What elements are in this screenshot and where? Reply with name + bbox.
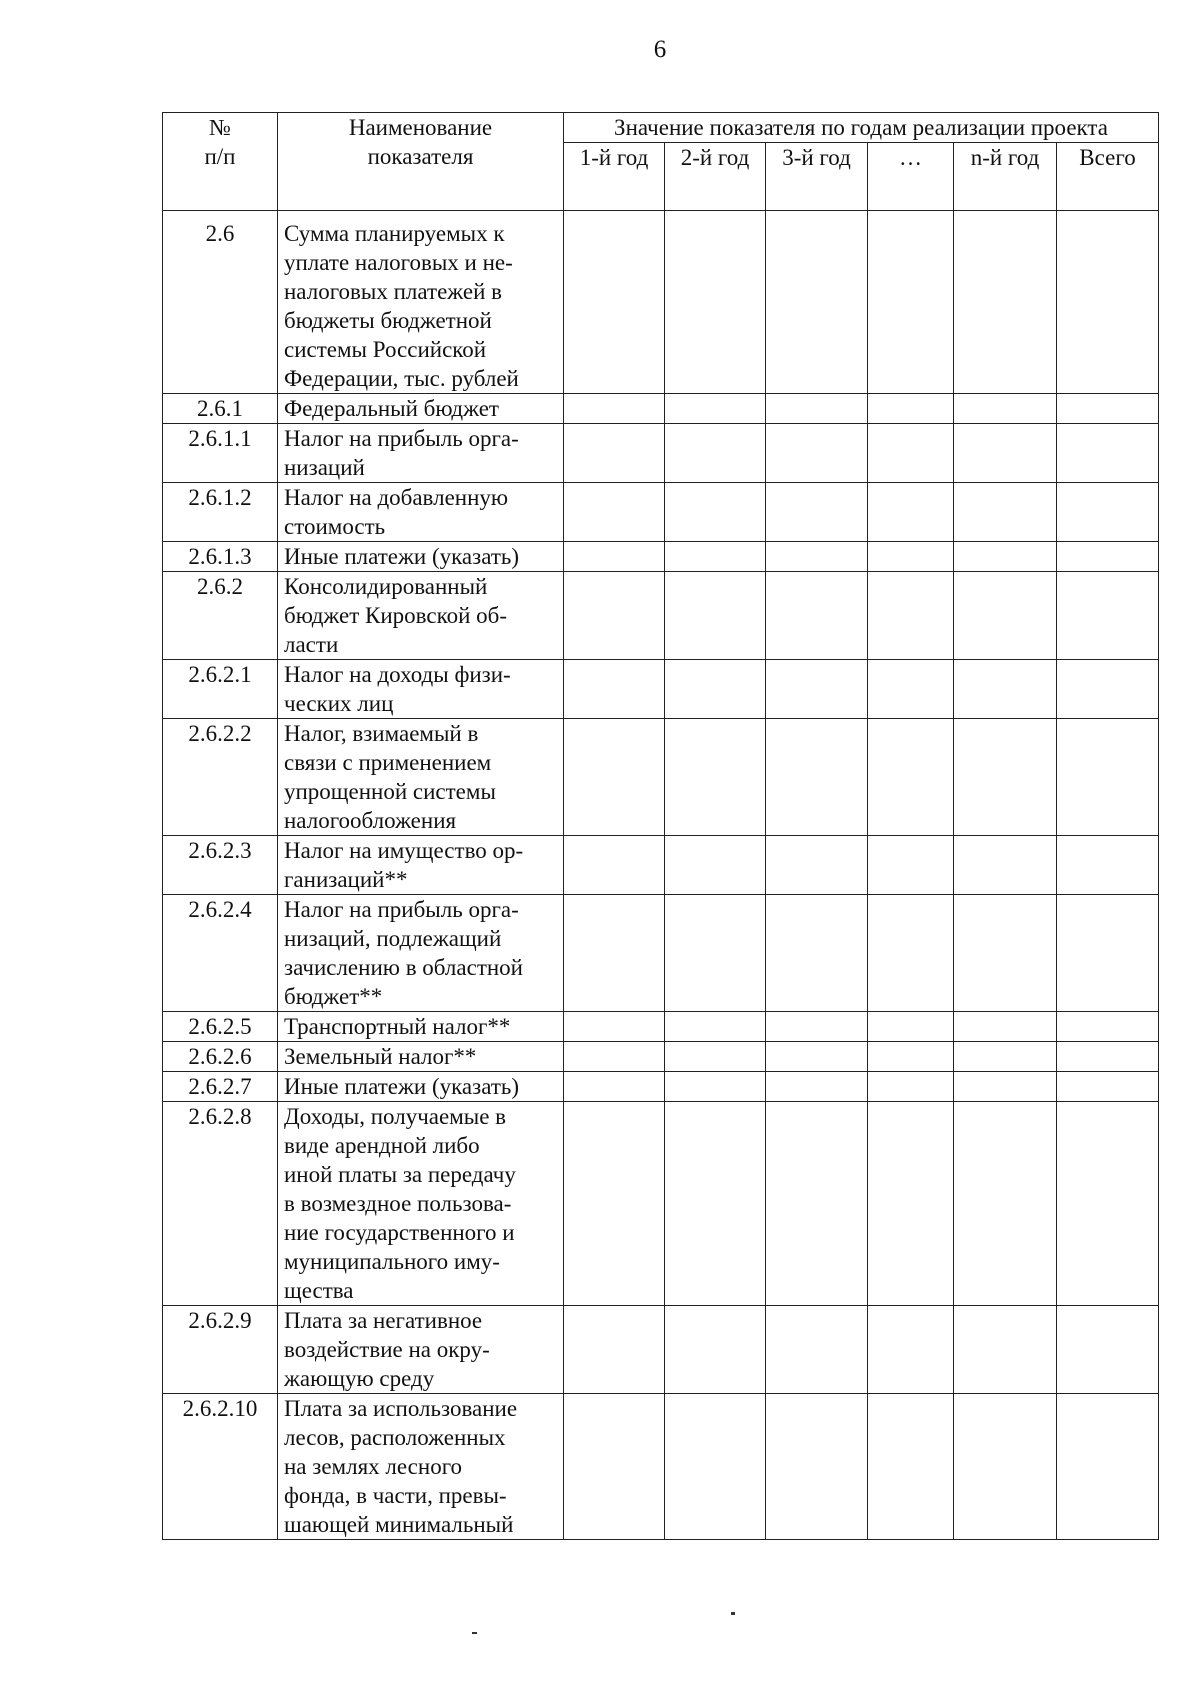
value-cell xyxy=(564,1394,665,1540)
value-cell xyxy=(1057,572,1159,660)
value-cell xyxy=(868,1012,954,1042)
row-number: 2.6.2 xyxy=(163,572,278,660)
table-row xyxy=(163,1306,1159,1394)
row-number: 2.6 xyxy=(163,211,278,394)
row-number: 2.6.2.8 xyxy=(163,1102,278,1306)
value-cell xyxy=(564,660,665,719)
value-cell xyxy=(766,542,868,572)
value-cell xyxy=(564,1042,665,1072)
value-cell xyxy=(564,719,665,836)
row-number: 2.6.1.3 xyxy=(163,542,278,572)
value-cell xyxy=(868,542,954,572)
row-number: 2.6.2.1 xyxy=(163,660,278,719)
row-number: 2.6.1 xyxy=(163,394,278,424)
value-cell xyxy=(1057,394,1159,424)
value-cell xyxy=(868,660,954,719)
value-cell xyxy=(564,483,665,542)
row-number: 2.6.2.9 xyxy=(163,1306,278,1394)
row-indicator-name: Налог на имущество ор- ганизаций** xyxy=(278,836,564,895)
value-cell xyxy=(564,1012,665,1042)
value-cell xyxy=(954,211,1057,394)
value-cell xyxy=(954,572,1057,660)
value-cell xyxy=(1057,895,1159,1012)
value-cell xyxy=(954,895,1057,1012)
value-cell xyxy=(766,1012,868,1042)
table-row xyxy=(163,1394,1159,1540)
indicator-table xyxy=(162,112,1159,1540)
value-cell xyxy=(1057,542,1159,572)
row-number: 2.6.2.7 xyxy=(163,1072,278,1102)
value-cell xyxy=(954,1012,1057,1042)
value-cell xyxy=(954,719,1057,836)
table-row xyxy=(163,660,1159,719)
table-row xyxy=(163,211,1159,394)
value-cell xyxy=(954,1102,1057,1306)
column-header-year-2: 2-й год xyxy=(665,143,766,211)
row-indicator-name: Плата за негативное воздействие на окру- жающую среду xyxy=(278,1306,564,1394)
table-row xyxy=(163,719,1159,836)
value-cell xyxy=(665,1072,766,1102)
row-indicator-name: Доходы, получаемые в виде арендной либо иной платы за передачу в возмездное пользова- ние государственного и муниципального иму- щества xyxy=(278,1102,564,1306)
row-indicator-name: Транспортный налог** xyxy=(278,1012,564,1042)
value-cell xyxy=(564,542,665,572)
value-cell xyxy=(954,1042,1057,1072)
table-row xyxy=(163,1012,1159,1042)
table-row xyxy=(163,1102,1159,1306)
value-cell xyxy=(868,836,954,895)
value-cell xyxy=(564,1102,665,1306)
value-cell xyxy=(665,1102,766,1306)
value-cell xyxy=(868,394,954,424)
value-cell xyxy=(868,895,954,1012)
value-cell xyxy=(564,211,665,394)
value-cell xyxy=(766,1042,868,1072)
value-cell xyxy=(1057,836,1159,895)
value-cell xyxy=(1057,1394,1159,1540)
value-cell xyxy=(766,483,868,542)
value-cell xyxy=(1057,1306,1159,1394)
value-cell xyxy=(868,211,954,394)
value-cell xyxy=(868,1072,954,1102)
column-header-name: Наименование показателя xyxy=(278,113,564,211)
value-cell xyxy=(868,719,954,836)
table-row xyxy=(163,836,1159,895)
value-cell xyxy=(766,1306,868,1394)
row-indicator-name: Федеральный бюджет xyxy=(278,394,564,424)
value-cell xyxy=(665,1306,766,1394)
scan-mark xyxy=(472,1632,477,1634)
row-indicator-name: Земельный налог** xyxy=(278,1042,564,1072)
row-indicator-name: Налог, взимаемый в связи с применением упрощенной системы налогообложения xyxy=(278,719,564,836)
value-cell xyxy=(665,211,766,394)
value-cell xyxy=(665,394,766,424)
value-cell xyxy=(1057,660,1159,719)
value-cell xyxy=(766,1102,868,1306)
row-indicator-name: Налог на добавленную стоимость xyxy=(278,483,564,542)
value-cell xyxy=(1057,719,1159,836)
value-cell xyxy=(665,895,766,1012)
value-cell xyxy=(564,836,665,895)
value-cell xyxy=(766,1394,868,1540)
column-header-year-n: n-й год xyxy=(954,143,1057,211)
row-number: 2.6.2.5 xyxy=(163,1012,278,1042)
value-cell xyxy=(564,1306,665,1394)
value-cell xyxy=(868,1394,954,1540)
page-number: 6 xyxy=(653,36,667,63)
value-cell xyxy=(564,572,665,660)
row-indicator-name: Налог на доходы физи- ческих лиц xyxy=(278,660,564,719)
row-indicator-name: Плата за использование лесов, расположенных на землях лесного фонда, в части, превы- шающей минимальный xyxy=(278,1394,564,1540)
value-cell xyxy=(868,1306,954,1394)
value-cell xyxy=(665,483,766,542)
row-number: 2.6.2.2 xyxy=(163,719,278,836)
column-header-ellipsis: … xyxy=(868,143,954,211)
scan-mark xyxy=(731,1612,735,1615)
table-row xyxy=(163,1042,1159,1072)
table-row xyxy=(163,895,1159,1012)
value-cell xyxy=(766,211,868,394)
value-cell xyxy=(665,719,766,836)
value-cell xyxy=(954,483,1057,542)
value-cell xyxy=(868,1102,954,1306)
column-header-number: № п/п xyxy=(163,113,278,211)
row-number: 2.6.1.2 xyxy=(163,483,278,542)
value-cell xyxy=(564,394,665,424)
row-indicator-name: Иные платежи (указать) xyxy=(278,542,564,572)
column-header-year-1: 1-й год xyxy=(564,143,665,211)
value-cell xyxy=(766,660,868,719)
value-cell xyxy=(954,424,1057,483)
column-group-header: Значение показателя по годам реализации проекта xyxy=(564,113,1159,143)
value-cell xyxy=(766,572,868,660)
value-cell xyxy=(954,394,1057,424)
value-cell xyxy=(1057,211,1159,394)
value-cell xyxy=(868,424,954,483)
value-cell xyxy=(766,424,868,483)
row-indicator-name: Иные платежи (указать) xyxy=(278,1072,564,1102)
value-cell xyxy=(1057,1102,1159,1306)
value-cell xyxy=(1057,1072,1159,1102)
value-cell xyxy=(665,660,766,719)
value-cell xyxy=(954,542,1057,572)
value-cell xyxy=(1057,424,1159,483)
value-cell xyxy=(954,1394,1057,1540)
value-cell xyxy=(954,1072,1057,1102)
value-cell xyxy=(665,1012,766,1042)
value-cell xyxy=(665,836,766,895)
value-cell xyxy=(868,572,954,660)
column-header-total: Всего xyxy=(1057,143,1159,211)
value-cell xyxy=(766,1072,868,1102)
value-cell xyxy=(766,836,868,895)
value-cell xyxy=(1057,483,1159,542)
value-cell xyxy=(665,1042,766,1072)
value-cell xyxy=(954,836,1057,895)
row-number: 2.6.2.6 xyxy=(163,1042,278,1072)
value-cell xyxy=(564,424,665,483)
table-row xyxy=(163,1072,1159,1102)
row-number: 2.6.2.3 xyxy=(163,836,278,895)
row-number: 2.6.2.4 xyxy=(163,895,278,1012)
row-number: 2.6.2.10 xyxy=(163,1394,278,1540)
value-cell xyxy=(665,542,766,572)
row-indicator-name: Налог на прибыль орга- низаций, подлежащий зачислению в областной бюджет** xyxy=(278,895,564,1012)
row-indicator-name: Консолидированный бюджет Кировской об- ласти xyxy=(278,572,564,660)
value-cell xyxy=(954,1306,1057,1394)
value-cell xyxy=(665,572,766,660)
value-cell xyxy=(564,1072,665,1102)
value-cell xyxy=(868,1042,954,1072)
value-cell xyxy=(766,394,868,424)
value-cell xyxy=(665,424,766,483)
value-cell xyxy=(564,895,665,1012)
table-body xyxy=(163,211,1159,1540)
row-indicator-name: Сумма планируемых к уплате налоговых и не- налоговых платежей в бюджеты бюджетной системы Российской Федерации, тыс. рублей xyxy=(278,211,564,394)
value-cell xyxy=(766,719,868,836)
value-cell xyxy=(1057,1012,1159,1042)
value-cell xyxy=(954,660,1057,719)
column-header-year-3: 3-й год xyxy=(766,143,868,211)
table-row xyxy=(163,483,1159,542)
table-row xyxy=(163,424,1159,483)
table-row xyxy=(163,394,1159,424)
value-cell xyxy=(766,895,868,1012)
table-row xyxy=(163,572,1159,660)
value-cell xyxy=(665,1394,766,1540)
row-indicator-name: Налог на прибыль орга- низаций xyxy=(278,424,564,483)
table-row xyxy=(163,542,1159,572)
row-number: 2.6.1.1 xyxy=(163,424,278,483)
value-cell xyxy=(1057,1042,1159,1072)
value-cell xyxy=(868,483,954,542)
